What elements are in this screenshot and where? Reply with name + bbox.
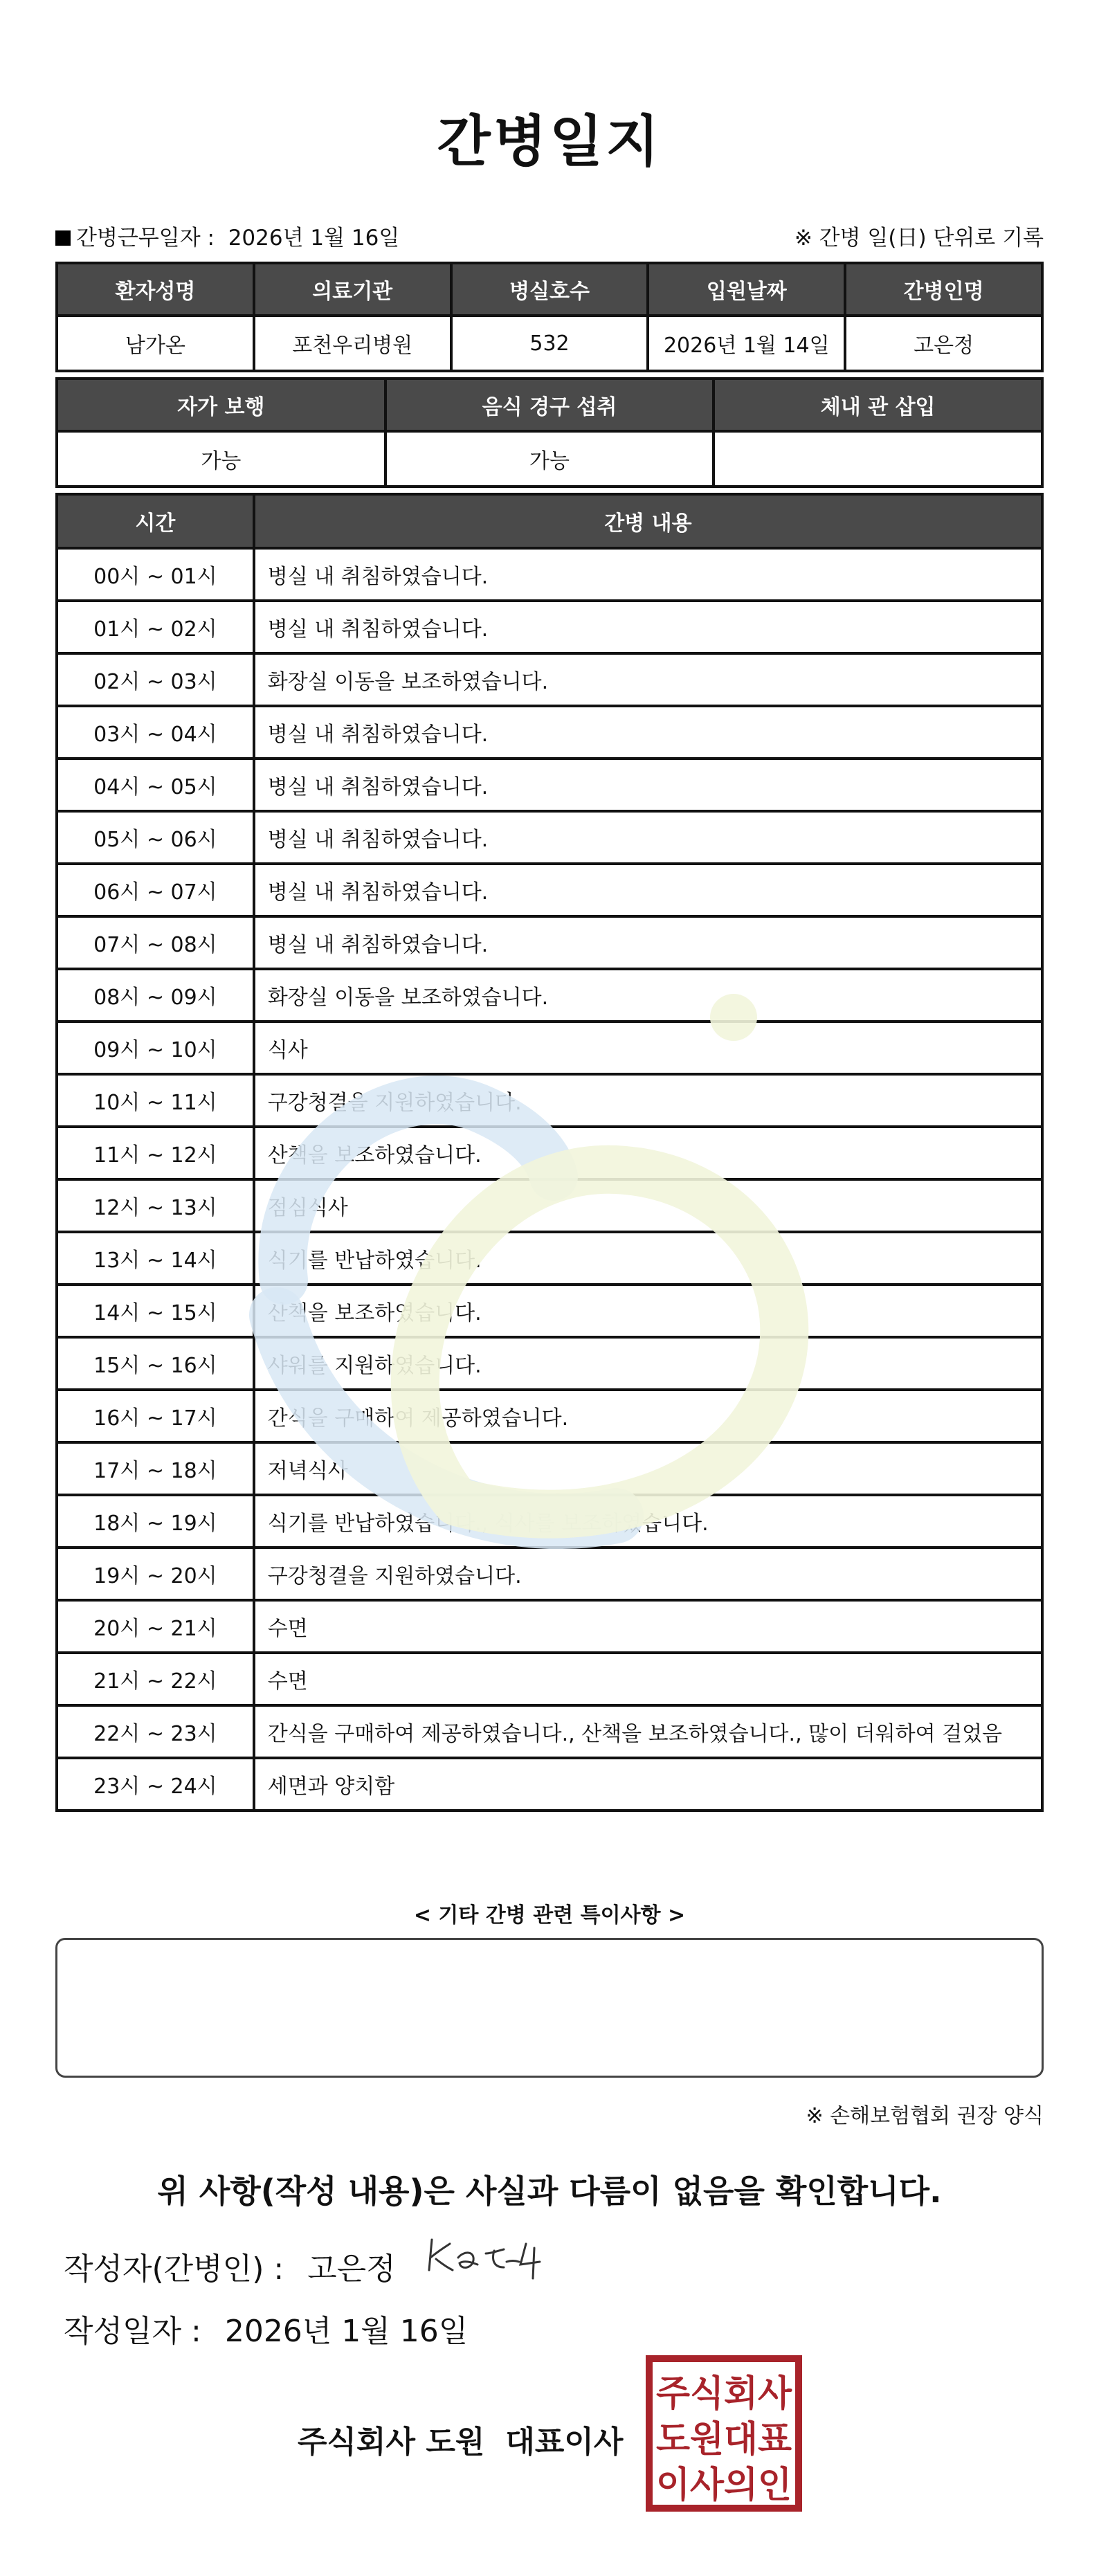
self-walking-value: 가능 bbox=[57, 431, 385, 487]
header-room-number: 병실호수 bbox=[451, 263, 648, 316]
work-date-line bbox=[55, 220, 399, 251]
log-row bbox=[57, 916, 1042, 969]
log-content-cell: 병실 내 취침하였습니다. bbox=[254, 601, 1042, 653]
header-tube-insertion: 체내 관 삽입 bbox=[714, 379, 1042, 431]
log-content-cell: 식기를 반납하였습니다., 식사를 보조하였습니다. bbox=[254, 1495, 1042, 1548]
log-row bbox=[57, 1127, 1042, 1179]
log-time-cell: 21시 ~ 22시 bbox=[57, 1653, 254, 1705]
log-content-cell: 간식을 구매하여 제공하였습니다. bbox=[254, 1390, 1042, 1442]
work-date-value: 2026년 1월 16일 bbox=[228, 226, 400, 251]
log-row bbox=[57, 653, 1042, 706]
tube-insertion-value bbox=[714, 431, 1042, 487]
header-caregiver-name: 간병인명 bbox=[845, 263, 1042, 316]
log-row bbox=[57, 1179, 1042, 1232]
square-bullet-icon bbox=[55, 230, 71, 246]
log-row bbox=[57, 969, 1042, 1022]
written-date-line bbox=[64, 2306, 468, 2350]
log-row bbox=[57, 759, 1042, 811]
log-time-cell: 08시 ~ 09시 bbox=[57, 969, 254, 1022]
patient-name-value: 남가온 bbox=[57, 316, 254, 371]
log-content-cell: 식기를 반납하였습니다. bbox=[254, 1232, 1042, 1285]
representative-title: 대표이사 bbox=[505, 2424, 624, 2460]
log-time-cell: 01시 ~ 02시 bbox=[57, 601, 254, 653]
company-seal-stamp bbox=[645, 2355, 803, 2512]
log-content-cell: 수면 bbox=[254, 1653, 1042, 1705]
log-content-cell: 저녁식사 bbox=[254, 1442, 1042, 1495]
log-time-cell: 02시 ~ 03시 bbox=[57, 653, 254, 706]
log-row bbox=[57, 1705, 1042, 1758]
log-content-cell: 병실 내 취침하였습니다. bbox=[254, 916, 1042, 969]
log-content-cell: 화장실 이동을 보조하였습니다. bbox=[254, 653, 1042, 706]
work-date-label: 간병근무일자 : bbox=[76, 226, 215, 251]
admission-date-value: 2026년 1월 14일 bbox=[648, 316, 845, 371]
log-time-cell: 20시 ~ 21시 bbox=[57, 1600, 254, 1653]
log-content-cell: 산책을 보조하였습니다. bbox=[254, 1285, 1042, 1337]
log-content-cell: 샤워를 지원하였습니다. bbox=[254, 1337, 1042, 1390]
log-row bbox=[57, 1758, 1042, 1811]
log-content-cell: 병실 내 취침하였습니다. bbox=[254, 548, 1042, 601]
log-content-cell: 병실 내 취침하였습니다. bbox=[254, 759, 1042, 811]
log-content-cell: 구강청결을 지원하였습니다. bbox=[254, 1074, 1042, 1127]
svg-text:주식회사: 주식회사 bbox=[656, 2373, 792, 2415]
log-time-cell: 07시 ~ 08시 bbox=[57, 916, 254, 969]
special-notes-title: < 기타 간병 관련 특이사항 > bbox=[413, 1903, 686, 1928]
log-content-cell: 병실 내 취침하였습니다. bbox=[254, 811, 1042, 864]
room-number-value: 532 bbox=[451, 316, 648, 371]
written-date-value: 2026년 1월 16일 bbox=[224, 2314, 469, 2349]
log-time-cell: 13시 ~ 14시 bbox=[57, 1232, 254, 1285]
confirmation-statement: 위 사항(작성 내용)은 사실과 다름이 없음을 확인합니다. bbox=[157, 2173, 942, 2210]
log-content-cell: 식사 bbox=[254, 1022, 1042, 1074]
log-row bbox=[57, 1653, 1042, 1705]
log-time-cell: 00시 ~ 01시 bbox=[57, 548, 254, 601]
log-row bbox=[57, 1337, 1042, 1390]
log-content-cell: 점심식사 bbox=[254, 1179, 1042, 1232]
writer-label: 작성자(간병인) : bbox=[64, 2251, 284, 2287]
log-row bbox=[57, 548, 1042, 601]
log-content-cell: 구강청결을 지원하였습니다. bbox=[254, 1548, 1042, 1600]
patient-status-table bbox=[55, 377, 1044, 488]
log-time-cell: 18시 ~ 19시 bbox=[57, 1495, 254, 1548]
log-row bbox=[57, 601, 1042, 653]
oral-intake-value: 가능 bbox=[385, 431, 714, 487]
header-care-content: 간병 내용 bbox=[254, 494, 1042, 548]
log-row bbox=[57, 1495, 1042, 1548]
log-row bbox=[57, 811, 1042, 864]
log-row bbox=[57, 1600, 1042, 1653]
log-row bbox=[57, 1390, 1042, 1442]
log-time-cell: 15시 ~ 16시 bbox=[57, 1337, 254, 1390]
log-row bbox=[57, 1442, 1042, 1495]
svg-text:도원대표: 도원대표 bbox=[656, 2419, 792, 2460]
log-content-cell: 수면 bbox=[254, 1600, 1042, 1653]
document-title: 간병일지 bbox=[437, 109, 662, 174]
log-content-cell: 세면과 양치함 bbox=[254, 1758, 1042, 1811]
log-time-cell: 14시 ~ 15시 bbox=[57, 1285, 254, 1337]
header-admission-date: 입원날짜 bbox=[648, 263, 845, 316]
log-time-cell: 17시 ~ 18시 bbox=[57, 1442, 254, 1495]
log-row bbox=[57, 1074, 1042, 1127]
log-row bbox=[57, 1548, 1042, 1600]
log-row bbox=[57, 1285, 1042, 1337]
header-oral-intake: 음식 경구 섭취 bbox=[385, 379, 714, 431]
special-notes-box[interactable] bbox=[55, 1938, 1044, 2078]
log-time-cell: 23시 ~ 24시 bbox=[57, 1758, 254, 1811]
log-row bbox=[57, 706, 1042, 759]
log-time-cell: 04시 ~ 05시 bbox=[57, 759, 254, 811]
log-time-cell: 10시 ~ 11시 bbox=[57, 1074, 254, 1127]
log-content-cell: 간식을 구매하여 제공하였습니다., 산책을 보조하였습니다., 많이 더워하여 걸었음 bbox=[254, 1705, 1042, 1758]
log-time-cell: 09시 ~ 10시 bbox=[57, 1022, 254, 1074]
svg-text:이사의인: 이사의인 bbox=[656, 2465, 792, 2506]
patient-info-table bbox=[55, 262, 1044, 372]
log-time-cell: 11시 ~ 12시 bbox=[57, 1127, 254, 1179]
hospital-value: 포천우리병원 bbox=[254, 316, 451, 371]
header-patient-name: 환자성명 bbox=[57, 263, 254, 316]
log-time-cell: 03시 ~ 04시 bbox=[57, 706, 254, 759]
log-time-cell: 05시 ~ 06시 bbox=[57, 811, 254, 864]
company-signoff bbox=[298, 2417, 623, 2461]
log-row bbox=[57, 1022, 1042, 1074]
header-hospital: 의료기관 bbox=[254, 263, 451, 316]
header-time: 시간 bbox=[57, 494, 254, 548]
log-row bbox=[57, 1232, 1042, 1285]
company-name: 주식회사 도원 bbox=[298, 2424, 485, 2460]
log-content-cell: 화장실 이동을 보조하였습니다. bbox=[254, 969, 1042, 1022]
log-content-cell: 병실 내 취침하였습니다. bbox=[254, 706, 1042, 759]
log-time-cell: 06시 ~ 07시 bbox=[57, 864, 254, 916]
header-self-walking: 자가 보행 bbox=[57, 379, 385, 431]
log-content-cell: 병실 내 취침하였습니다. bbox=[254, 864, 1042, 916]
log-time-cell: 16시 ~ 17시 bbox=[57, 1390, 254, 1442]
writer-name: 고은정 bbox=[307, 2251, 396, 2287]
caregiver-name-value: 고은정 bbox=[845, 316, 1042, 371]
log-content-cell: 산책을 보조하였습니다. bbox=[254, 1127, 1042, 1179]
hourly-care-log-table bbox=[55, 493, 1044, 1812]
log-row bbox=[57, 864, 1042, 916]
log-time-cell: 12시 ~ 13시 bbox=[57, 1179, 254, 1232]
unit-note: ※ 간병 일(日) 단위로 기록 bbox=[794, 226, 1044, 251]
writer-line bbox=[64, 2244, 396, 2288]
written-date-label: 작성일자 : bbox=[64, 2314, 201, 2349]
form-source-note: ※ 손해보험협회 권장 양식 bbox=[806, 2104, 1044, 2128]
log-time-cell: 22시 ~ 23시 bbox=[57, 1705, 254, 1758]
handwritten-signature bbox=[422, 2230, 561, 2285]
log-time-cell: 19시 ~ 20시 bbox=[57, 1548, 254, 1600]
